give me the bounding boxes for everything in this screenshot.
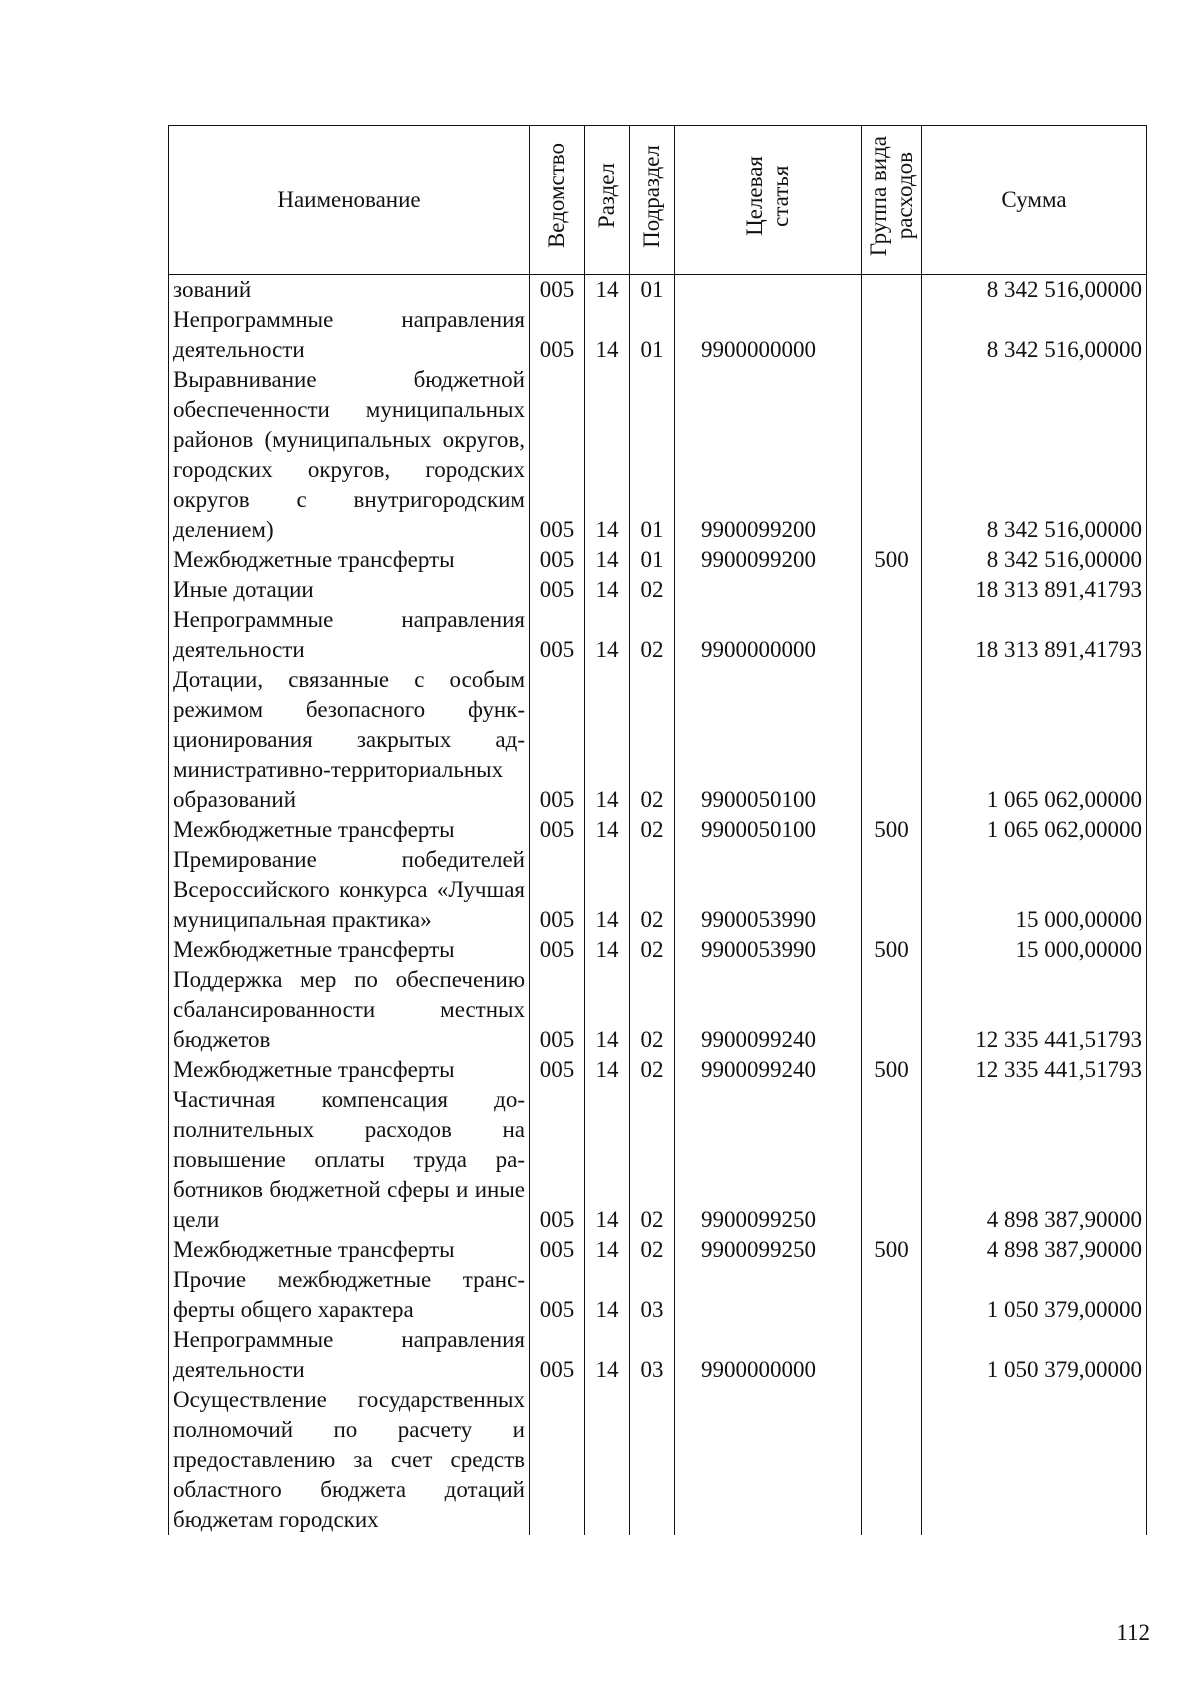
cell-vedomstvo: 005: [530, 365, 585, 545]
cell-tselevaya-statya: 9900000000: [675, 605, 862, 665]
cell-name: Межбюджетные трансферты: [169, 1055, 530, 1085]
cell-tselevaya-statya: 9900050100: [675, 665, 862, 815]
budget-table-container: [168, 125, 1146, 1535]
cell-name: Иные дотации: [169, 575, 530, 605]
cell-summa: 15 000,00000: [922, 935, 1147, 965]
cell-gruppa-vida: [862, 965, 922, 1055]
cell-tselevaya-statya: [675, 275, 862, 306]
cell-summa: 4 898 387,90000: [922, 1235, 1147, 1265]
cell-razdel: 14: [585, 935, 630, 965]
cell-vedomstvo: [530, 1385, 585, 1535]
cell-razdel: 14: [585, 665, 630, 815]
cell-gruppa-vida: [862, 305, 922, 365]
header-gruppa-vida-rashodov: Группа вида расходов: [862, 126, 922, 275]
cell-vedomstvo: 005: [530, 1265, 585, 1325]
cell-name: Межбюджетные трансферты: [169, 815, 530, 845]
cell-name: Дотации, связанные с особым режимом безопасного функционирования закрытых административно-территориальных образований: [169, 665, 530, 815]
table-row: [169, 275, 1147, 306]
cell-gruppa-vida: [862, 1325, 922, 1385]
cell-summa: 12 335 441,51793: [922, 965, 1147, 1055]
cell-razdel: 14: [585, 845, 630, 935]
cell-summa: 18 313 891,41793: [922, 575, 1147, 605]
cell-podrazdel: 02: [630, 815, 675, 845]
cell-vedomstvo: 005: [530, 965, 585, 1055]
table-row: [169, 1055, 1147, 1085]
table-row: [169, 1385, 1147, 1535]
cell-name: Непрограммные направления деятельности: [169, 305, 530, 365]
cell-tselevaya-statya: [675, 1265, 862, 1325]
budget-table: [168, 125, 1147, 1535]
cell-razdel: 14: [585, 1085, 630, 1235]
cell-tselevaya-statya: 9900053990: [675, 935, 862, 965]
cell-podrazdel: 02: [630, 1235, 675, 1265]
cell-gruppa-vida: 500: [862, 935, 922, 965]
header-razdel: Раздел: [585, 126, 630, 275]
table-row: [169, 935, 1147, 965]
cell-vedomstvo: 005: [530, 1085, 585, 1235]
cell-tselevaya-statya: 9900053990: [675, 845, 862, 935]
cell-summa: 1 050 379,00000: [922, 1325, 1147, 1385]
cell-razdel: 14: [585, 1265, 630, 1325]
cell-razdel: 14: [585, 1055, 630, 1085]
cell-podrazdel: 01: [630, 545, 675, 575]
table-row: [169, 1085, 1147, 1235]
cell-name: Межбюджетные трансферты: [169, 545, 530, 575]
cell-tselevaya-statya: 9900099240: [675, 1055, 862, 1085]
cell-name: Непрограммные направления деятельности: [169, 605, 530, 665]
cell-gruppa-vida: [862, 605, 922, 665]
cell-vedomstvo: 005: [530, 1055, 585, 1085]
cell-gruppa-vida: [862, 845, 922, 935]
cell-podrazdel: 01: [630, 365, 675, 545]
cell-name: Премирование победителей Всероссийского конкурса «Лучшая муниципальная практика»: [169, 845, 530, 935]
table-row: [169, 545, 1147, 575]
cell-razdel: 14: [585, 1235, 630, 1265]
table-row: [169, 845, 1147, 935]
cell-summa: [922, 1385, 1147, 1535]
cell-podrazdel: 02: [630, 575, 675, 605]
cell-name: зований: [169, 275, 530, 306]
cell-tselevaya-statya: 9900099200: [675, 545, 862, 575]
cell-razdel: 14: [585, 1325, 630, 1385]
cell-summa: 8 342 516,00000: [922, 275, 1147, 306]
cell-gruppa-vida: 500: [862, 545, 922, 575]
cell-tselevaya-statya: [675, 1385, 862, 1535]
cell-podrazdel: 02: [630, 935, 675, 965]
cell-vedomstvo: 005: [530, 1325, 585, 1385]
cell-razdel: 14: [585, 575, 630, 605]
cell-podrazdel: 03: [630, 1265, 675, 1325]
table-row: [169, 305, 1147, 365]
cell-summa: 18 313 891,41793: [922, 605, 1147, 665]
table-row: [169, 575, 1147, 605]
cell-summa: 1 065 062,00000: [922, 665, 1147, 815]
cell-podrazdel: 02: [630, 845, 675, 935]
cell-tselevaya-statya: 9900000000: [675, 305, 862, 365]
cell-summa: 1 050 379,00000: [922, 1265, 1147, 1325]
cell-gruppa-vida: [862, 1265, 922, 1325]
cell-summa: 4 898 387,90000: [922, 1085, 1147, 1235]
cell-razdel: 14: [585, 545, 630, 575]
header-name: Наименование: [169, 126, 530, 275]
cell-tselevaya-statya: [675, 575, 862, 605]
cell-vedomstvo: 005: [530, 305, 585, 365]
cell-gruppa-vida: 500: [862, 1055, 922, 1085]
cell-podrazdel: 02: [630, 605, 675, 665]
cell-vedomstvo: 005: [530, 935, 585, 965]
cell-tselevaya-statya: 9900000000: [675, 1325, 862, 1385]
cell-tselevaya-statya: 9900099250: [675, 1085, 862, 1235]
cell-summa: 8 342 516,00000: [922, 545, 1147, 575]
cell-gruppa-vida: [862, 275, 922, 306]
cell-summa: 12 335 441,51793: [922, 1055, 1147, 1085]
cell-razdel: 14: [585, 965, 630, 1055]
cell-tselevaya-statya: 9900099240: [675, 965, 862, 1055]
cell-name: Поддержка мер по обеспечению сбалансированности местных бюджетов: [169, 965, 530, 1055]
table-row: [169, 1265, 1147, 1325]
cell-tselevaya-statya: 9900099200: [675, 365, 862, 545]
cell-vedomstvo: 005: [530, 1235, 585, 1265]
cell-gruppa-vida: [862, 1385, 922, 1535]
header-vedomstvo: Ведомство: [530, 126, 585, 275]
cell-gruppa-vida: 500: [862, 1235, 922, 1265]
cell-vedomstvo: 005: [530, 575, 585, 605]
table-body: [169, 275, 1147, 1536]
cell-razdel: 14: [585, 275, 630, 306]
table-header-row: [169, 126, 1147, 275]
table-row: [169, 965, 1147, 1055]
page-number: 112: [1116, 1620, 1150, 1645]
cell-tselevaya-statya: 9900099250: [675, 1235, 862, 1265]
cell-razdel: [585, 1385, 630, 1535]
cell-vedomstvo: 005: [530, 275, 585, 306]
cell-gruppa-vida: [862, 575, 922, 605]
cell-summa: 8 342 516,00000: [922, 305, 1147, 365]
cell-vedomstvo: 005: [530, 605, 585, 665]
cell-name: Межбюджетные трансферты: [169, 1235, 530, 1265]
cell-podrazdel: [630, 1385, 675, 1535]
cell-podrazdel: 01: [630, 275, 675, 306]
table-row: [169, 1325, 1147, 1385]
header-tselevaya-statya: Целевая статья: [675, 126, 862, 275]
cell-name: Выравнивание бюджетной обеспеченности муниципальных районов (муниципальных округов, городских округов, городских округов с внутригородским делением): [169, 365, 530, 545]
cell-razdel: 14: [585, 305, 630, 365]
cell-summa: 1 065 062,00000: [922, 815, 1147, 845]
table-row: [169, 605, 1147, 665]
cell-podrazdel: 02: [630, 665, 675, 815]
cell-summa: 15 000,00000: [922, 845, 1147, 935]
table-row: [169, 365, 1147, 545]
cell-razdel: 14: [585, 605, 630, 665]
cell-vedomstvo: 005: [530, 665, 585, 815]
table-row: [169, 1235, 1147, 1265]
cell-podrazdel: 01: [630, 305, 675, 365]
cell-gruppa-vida: [862, 1085, 922, 1235]
cell-name: Частичная компенсация дополнительных расходов на повышение оплаты труда работников бюджетной сферы и иные цели: [169, 1085, 530, 1235]
cell-vedomstvo: 005: [530, 845, 585, 935]
cell-name: Осуществление государственных полномочий по расчету и предоставлению за счет средств областного бюджета дотаций бюджетам городских: [169, 1385, 530, 1535]
cell-tselevaya-statya: 9900050100: [675, 815, 862, 845]
cell-gruppa-vida: [862, 365, 922, 545]
cell-name: Прочие межбюджетные трансферты общего характера: [169, 1265, 530, 1325]
cell-summa: 8 342 516,00000: [922, 365, 1147, 545]
header-summa: Сумма: [922, 126, 1147, 275]
cell-vedomstvo: 005: [530, 545, 585, 575]
table-row: [169, 815, 1147, 845]
cell-podrazdel: 02: [630, 1055, 675, 1085]
cell-podrazdel: 03: [630, 1325, 675, 1385]
cell-name: Межбюджетные трансферты: [169, 935, 530, 965]
table-row: [169, 665, 1147, 815]
cell-gruppa-vida: 500: [862, 815, 922, 845]
cell-razdel: 14: [585, 815, 630, 845]
cell-gruppa-vida: [862, 665, 922, 815]
cell-razdel: 14: [585, 365, 630, 545]
cell-podrazdel: 02: [630, 1085, 675, 1235]
cell-name: Непрограммные направления деятельности: [169, 1325, 530, 1385]
cell-podrazdel: 02: [630, 965, 675, 1055]
header-podrazdel: Подраздел: [630, 126, 675, 275]
cell-vedomstvo: 005: [530, 815, 585, 845]
